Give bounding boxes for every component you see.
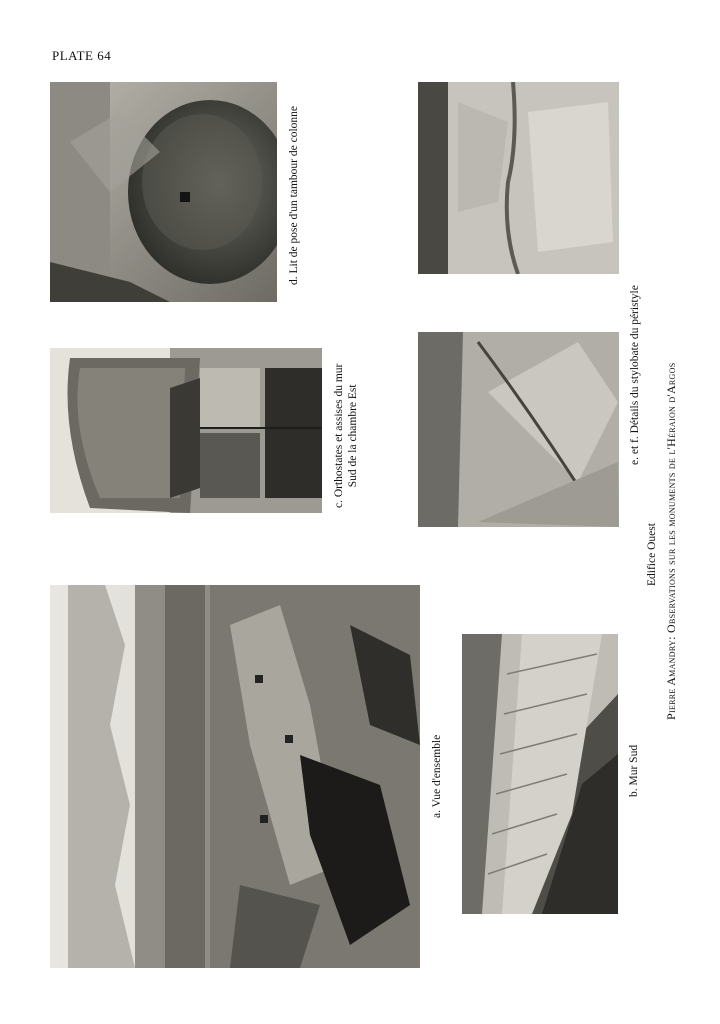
caption-c: c. Orthostates et assises du mur Sud de la chambre Est bbox=[333, 363, 359, 508]
photo-d-column-drum-bed bbox=[50, 82, 277, 302]
photo-c-orthostates bbox=[50, 348, 322, 513]
photo-a-overall-view bbox=[50, 585, 420, 968]
group-label: Edifice Ouest bbox=[646, 523, 658, 586]
caption-d: d. Lit de pose d'un tambour de colonne bbox=[288, 105, 300, 285]
caption-a: a. Vue d'ensemble bbox=[431, 734, 443, 818]
caption-ef: e. et f. Détails du stylobate du péristyle bbox=[629, 285, 641, 465]
photo-e-stylobate-detail bbox=[418, 332, 619, 527]
photo-b-south-wall bbox=[462, 634, 618, 914]
credit-line: Pierre Amandry: Observations sur les monuments de l'Héraion d'Argos bbox=[664, 362, 678, 720]
photo-f-stylobate-detail bbox=[418, 82, 619, 274]
plate-label: PLATE 64 bbox=[52, 48, 112, 63]
caption-b: b. Mur Sud bbox=[628, 744, 640, 797]
